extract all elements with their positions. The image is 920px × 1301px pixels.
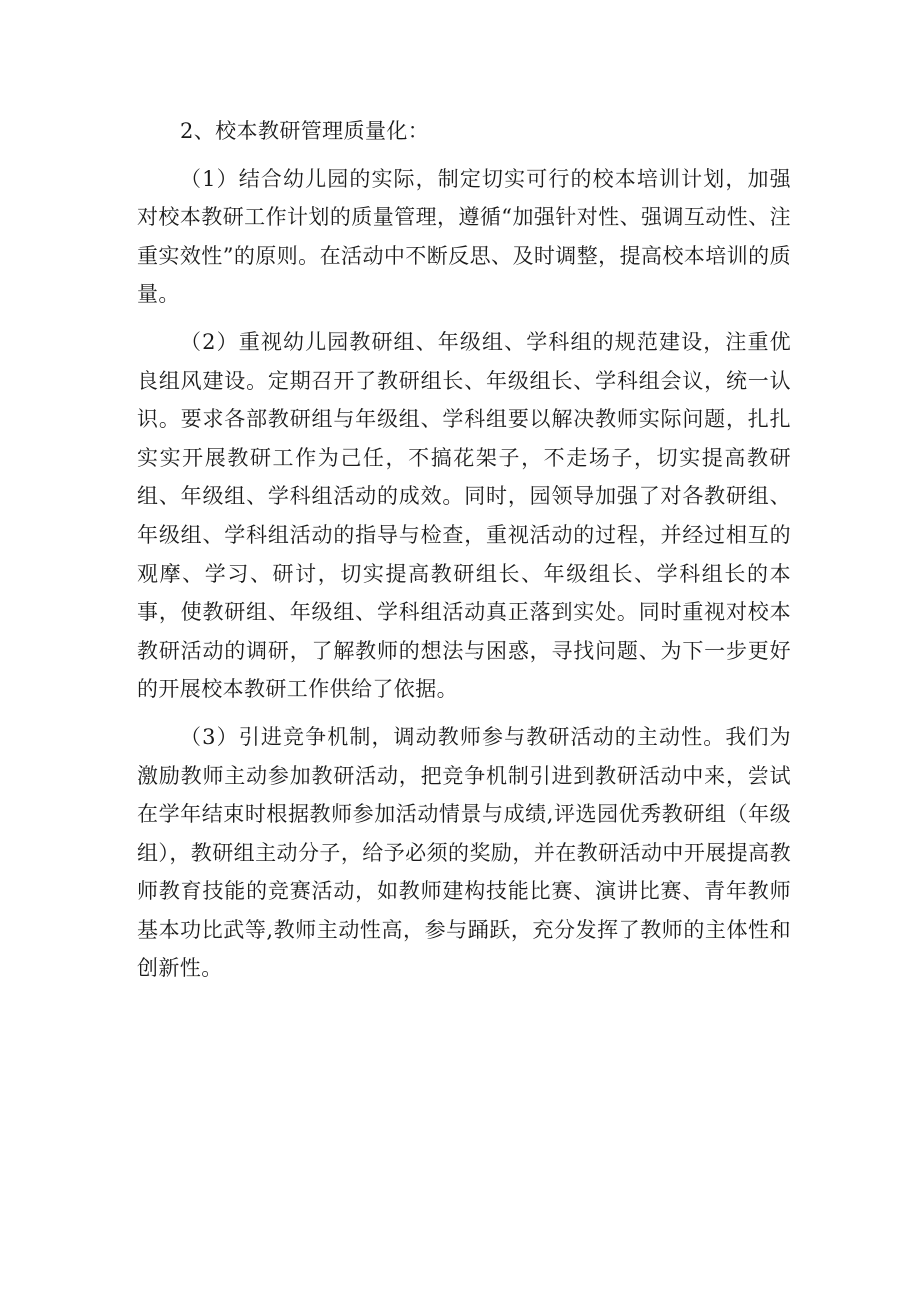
document-body bbox=[137, 112, 791, 997]
section-heading: 2、校本教研管理质量化： bbox=[180, 119, 430, 143]
paragraph-2: （2）重视幼儿园教研组、年级组、学科组的规范建设，注重优良组风建设。定期召开了教研组长、年级组长、学科组会议，统一认识。要求各部教研组与年级组、学科组要以解决教师实际问题，扎扎实实开展教研工作为己任，不搞花架子，不走场子，切实提高教研组、年级组、学科组活动的成效。同时，园领导加强了对各教研组、年级组、学科组活动的指导与检查，重视活动的过程，并经过相互的观摩、学习、研讨，切实提高教研组长、年级组长、学科组长的本事，使教研组、年级组、学科组活动真正落到实处。同时重视对校本教研活动的调研，了解教师的想法与困惑，寻找问题、为下一步更好的开展校本教研工作供给了依据。 bbox=[137, 329, 791, 702]
paragraph-3: （3）引进竞争机制，调动教师参与教研活动的主动性。我们为激励教师主动参加教研活动，把竞争机制引进到教研活动中来，尝试在学年结束时根据教师参加活动情景与成绩,评选园优秀教研组（年级组），教研组主动分子，给予必须的奖励，并在教研活动中开展提高教师教育技能的竞赛活动，如教师建构技能比赛、演讲比赛、青年教师基本功比武等,教师主动性高，参与踊跃，充分发挥了教师的主体性和创新性。 bbox=[137, 724, 791, 981]
paragraph-1: （1）结合幼儿园的实际，制定切实可行的校本培训计划，加强对校本教研工作计划的质量管理，遵循“加强针对性、强调互动性、注重实效性”的原则。在活动中不断反思、及时调整，提高校本培训的质量。 bbox=[137, 166, 791, 307]
